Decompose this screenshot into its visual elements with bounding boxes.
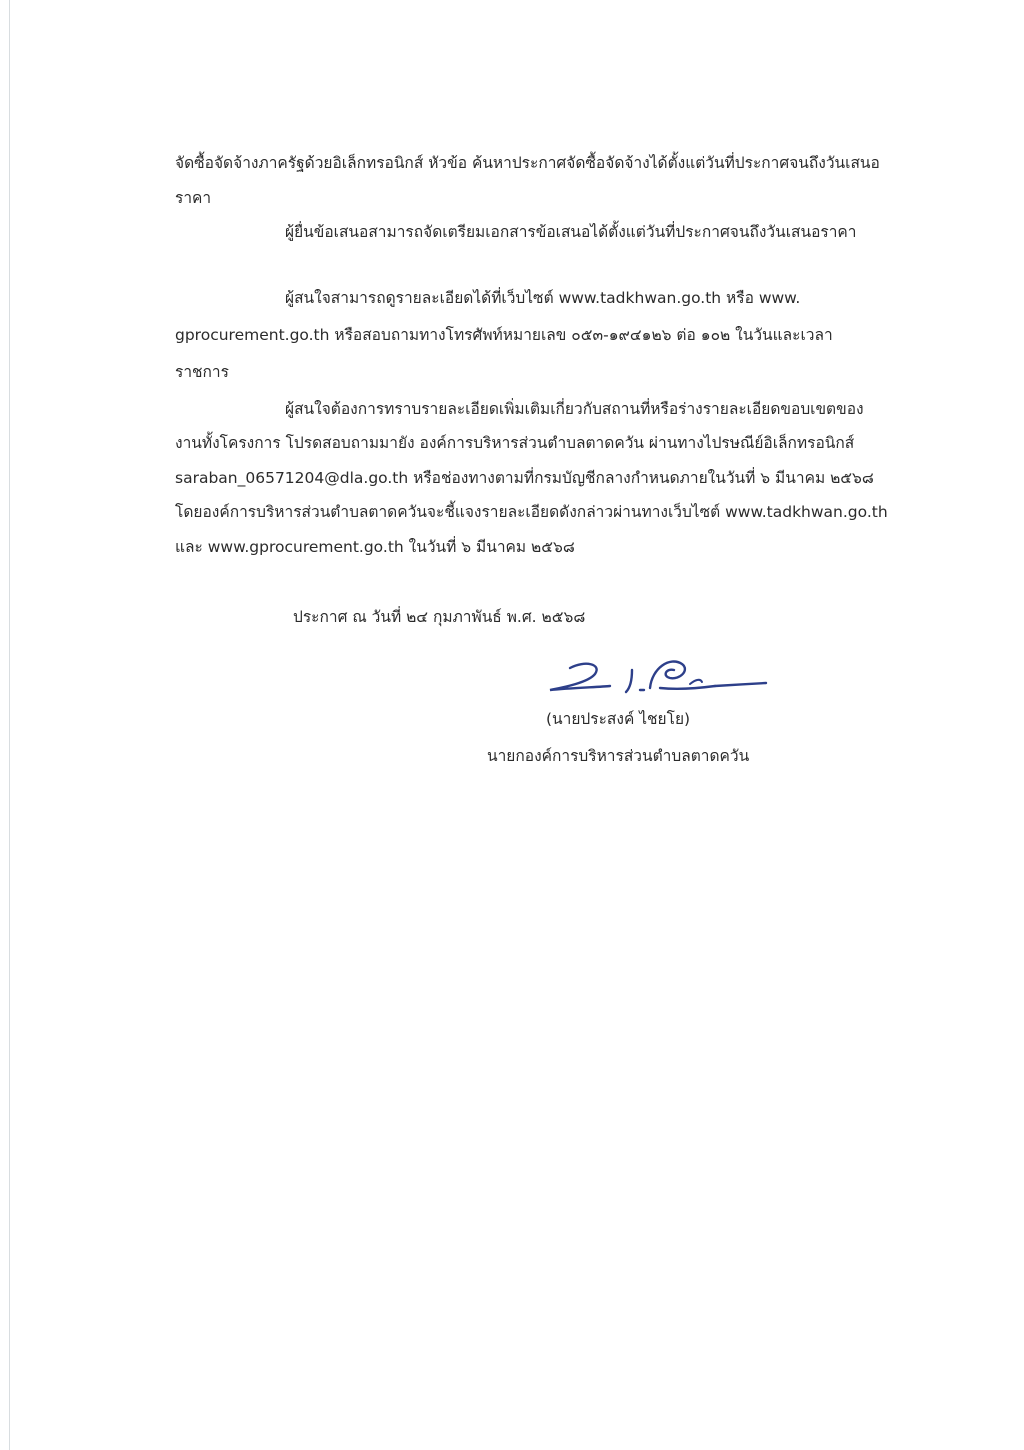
paragraph-2: ผู้ยื่นข้อเสนอสามารถจัดเตรียมเอกสารข้อเสนอได้ตั้งแต่วันที่ประกาศจนถึงวันเสนอราคา [285,223,857,241]
announcement-date: ประกาศ ณ วันที่ ๒๔ กุมภาพันธ์ พ.ศ. ๒๕๖๘ [293,608,586,626]
paragraph-4-line-3: saraban_06571204@dla.go.th หรือช่องทางตามที่กรมบัญชีกลางกำหนดภายในวันที่ ๖ มีนาคม ๒๕๖๘ [175,469,874,487]
paragraph-4-line-4: โดยองค์การบริหารส่วนตำบลตาดควันจะชี้แจงรายละเอียดดังกล่าวผ่านทางเว็บไซต์ www.tadkhwan.go.th [175,503,888,521]
paragraph-4-line-2: งานทั้งโครงการ โปรดสอบถามมายัง องค์การบริหารส่วนตำบลตาดควัน ผ่านทางไปรษณีย์อิเล็กทรอนิกส์ [175,434,855,452]
paragraph-4-line-5: และ www.gprocurement.go.th ในวันที่ ๖ มีนาคม ๒๕๖๘ [175,538,575,556]
paragraph-3-line-1: ผู้สนใจสามารถดูรายละเอียดได้ที่เว็บไซต์ www.tadkhwan.go.th หรือ www. [285,289,801,307]
paragraph-1-line-2: ราคา [175,189,212,207]
paragraph-4-line-1: ผู้สนใจต้องการทราบรายละเอียดเพิ่มเติมเกี่ยวกับสถานที่หรือร่างรายละเอียดขอบเขตของ [285,400,864,418]
scan-edge-line [9,0,10,1450]
signer-position: นายกองค์การบริหารส่วนตำบลตาดควัน [487,747,750,765]
paragraph-3-line-3: ราชการ [175,363,229,381]
paragraph-1-line-1: จัดซื้อจัดจ้างภาครัฐด้วยอิเล็กทรอนิกส์ หัวข้อ ค้นหาประกาศจัดซื้อจัดจ้างได้ตั้งแต่วันที่ประกาศจนถึงวันเสนอ [175,154,880,172]
signature-image [540,650,770,710]
signer-name: (นายประสงค์ ไชยโย) [546,710,691,728]
paragraph-3-line-2: gprocurement.go.th หรือสอบถามทางโทรศัพท์หมายเลข ๐๕๓-๑๙๔๑๒๖ ต่อ ๑๐๒ ในวันและเวลา [175,326,833,344]
